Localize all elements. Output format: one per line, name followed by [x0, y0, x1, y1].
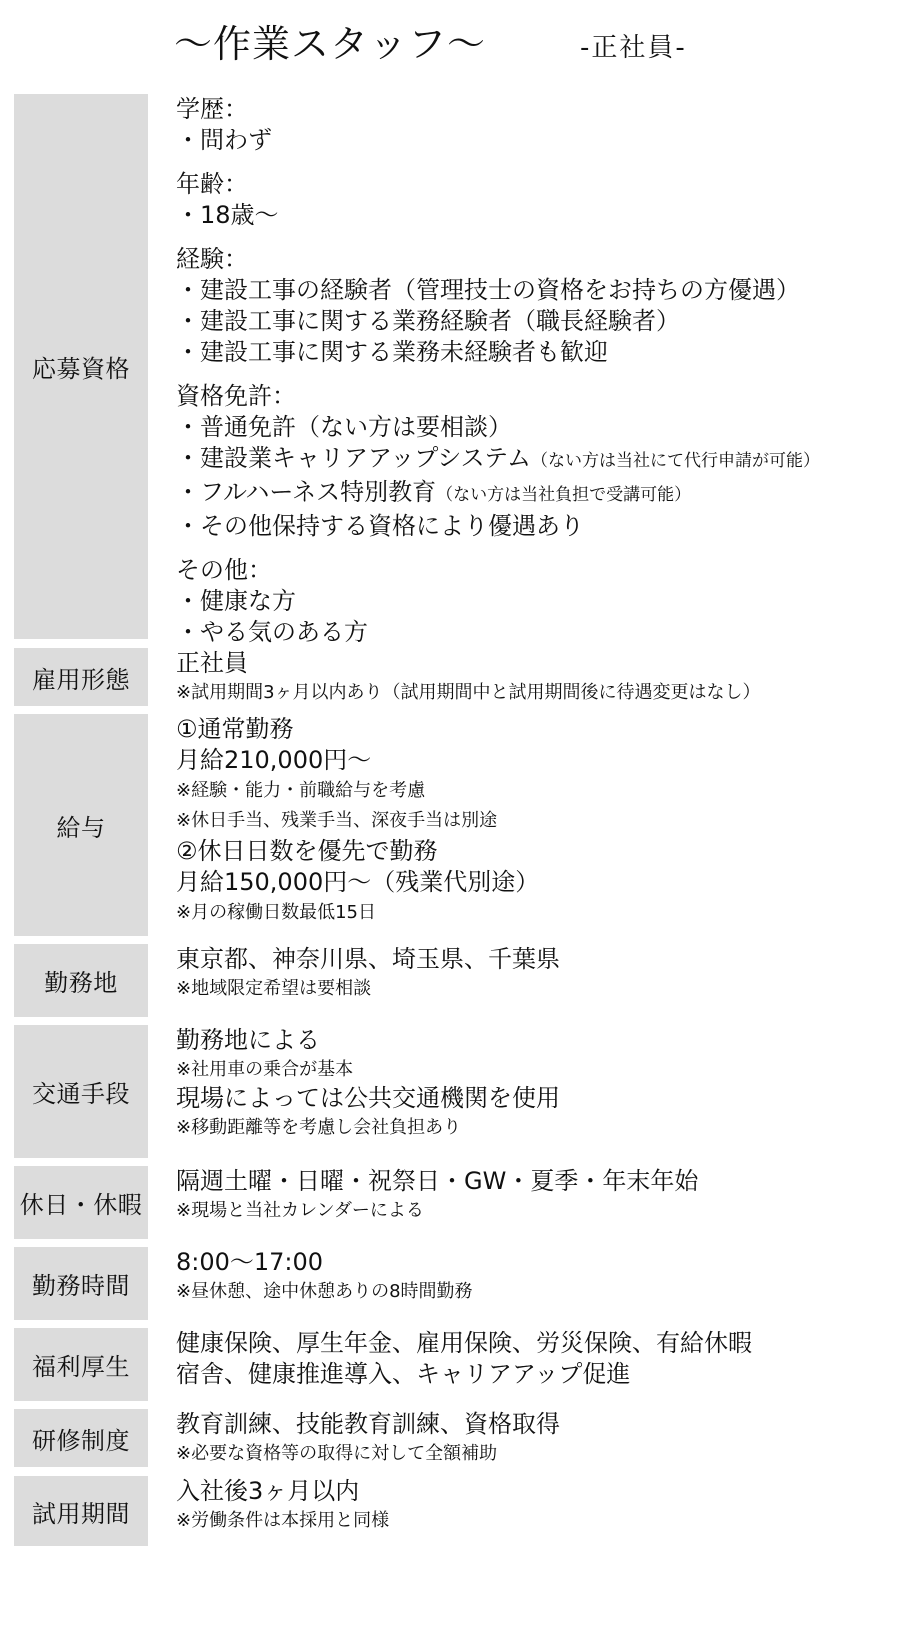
holidays-main: 隔週土曜・日曜・祝祭日・GW・夏季・年末年始: [176, 1167, 699, 1195]
license-item-text: ・フルハーネス特別教育: [176, 478, 437, 506]
license-item-note: （ない方は当社にて代行申請が可能）: [530, 451, 820, 471]
label-transport: 交通手段: [14, 1025, 148, 1158]
content-salary: [176, 714, 900, 928]
license-group: [176, 381, 900, 542]
label-qualifications: 応募資格: [14, 94, 148, 639]
license-heading: 資格免許：: [176, 382, 296, 410]
experience-group: [176, 244, 900, 368]
other-item: ・健康な方: [176, 587, 296, 615]
license-item: [176, 443, 900, 477]
training-note: ※必要な資格等の取得に対して全額補助: [176, 1443, 498, 1464]
row-hours: [0, 1247, 910, 1320]
transport-line: 勤務地による: [176, 1026, 320, 1054]
benefits-line: 宿舎、健康推進導入、キャリアアップ促進: [176, 1360, 631, 1388]
trial-note: ※労働条件は本採用と同様: [176, 1510, 390, 1531]
content-location: [176, 944, 900, 1002]
transport-line: 現場によっては公共交通機関を使用: [176, 1084, 560, 1112]
license-item: ・その他保持する資格により優遇あり: [176, 512, 584, 540]
salary-plan1-title: ①通常勤務: [176, 715, 294, 743]
salary-plan1-note: ※経験・能力・前職給与を考慮: [176, 780, 426, 801]
salary-plan1-amount: 月給210,000円～: [176, 746, 372, 774]
education-item: ・問わず: [176, 126, 272, 154]
education-group: [176, 94, 900, 156]
license-item-note: （ない方は当社負担で受講可能）: [436, 485, 692, 505]
label-location: 勤務地: [14, 944, 148, 1017]
benefits-line: 健康保険、厚生年金、雇用保険、労災保険、有給休暇: [176, 1329, 752, 1357]
row-employment: [0, 648, 910, 706]
license-item: [176, 477, 900, 511]
transport-note: ※社用車の乗合が基本: [176, 1059, 354, 1080]
employment-note: ※試用期間3ヶ月以内あり（試用期間中と試用期間後に待遇変更はなし）: [176, 682, 761, 703]
education-heading: 学歴：: [176, 95, 248, 123]
license-item: ・普通免許（ない方は要相談）: [176, 413, 512, 441]
content-employment: [176, 648, 900, 706]
label-employment: 雇用形態: [14, 648, 148, 706]
location-note: ※地域限定希望は要相談: [176, 978, 372, 999]
label-benefits: 福利厚生: [14, 1328, 148, 1401]
label-holidays: 休日・休暇: [14, 1166, 148, 1239]
license-item-text: ・建設業キャリアアップシステム: [176, 444, 531, 472]
row-location: [0, 944, 910, 1017]
salary-plan2-note: ※月の稼働日数最低15日: [176, 902, 376, 923]
age-heading: 年齢：: [176, 170, 248, 198]
salary-plan1-note: ※休日手当、残業手当、深夜手当は別途: [176, 810, 498, 831]
content-training: [176, 1409, 900, 1467]
row-qualifications: [0, 94, 910, 646]
trial-main: 入社後3ヶ月以内: [176, 1477, 360, 1505]
employment-main: 正社員: [176, 649, 248, 677]
experience-item: ・建設工事に関する業務経験者（職長経験者）: [176, 307, 680, 335]
label-trial: 試用期間: [14, 1476, 148, 1546]
age-group: [176, 169, 900, 231]
transport-note: ※移動距離等を考慮し会社負担あり: [176, 1117, 462, 1138]
content-trial: [176, 1476, 900, 1534]
row-benefits: [0, 1328, 910, 1401]
label-salary: 給与: [14, 714, 148, 936]
page-subtitle: -正社員-: [580, 33, 687, 63]
row-trial: [0, 1476, 910, 1546]
content-benefits: [176, 1328, 900, 1390]
hours-note: ※昼休憩、途中休憩ありの8時間勤務: [176, 1281, 473, 1302]
row-transport: [0, 1025, 910, 1158]
label-hours: 勤務時間: [14, 1247, 148, 1320]
content-holidays: [176, 1166, 900, 1224]
content-transport: [176, 1025, 900, 1141]
experience-heading: 経験：: [176, 245, 248, 273]
content-hours: [176, 1247, 900, 1305]
salary-plan2-amount: 月給150,000円～（残業代別途）: [176, 868, 540, 896]
page-title: ～作業スタッフ～: [174, 22, 487, 66]
other-heading: その他：: [176, 556, 272, 584]
salary-plan2-title: ②休日日数を優先で勤務: [176, 837, 438, 865]
row-training: [0, 1409, 910, 1467]
label-training: 研修制度: [14, 1409, 148, 1467]
row-salary: [0, 714, 910, 936]
hours-main: 8:00～17:00: [176, 1248, 324, 1276]
other-group: [176, 555, 900, 648]
holidays-note: ※現場と当社カレンダーによる: [176, 1200, 424, 1221]
experience-item: ・建設工事に関する業務未経験者も歓迎: [176, 338, 608, 366]
age-item: ・18歳～: [176, 201, 279, 229]
other-item: ・やる気のある方: [176, 618, 368, 646]
location-main: 東京都、神奈川県、埼玉県、千葉県: [176, 945, 560, 973]
training-main: 教育訓練、技能教育訓練、資格取得: [176, 1410, 560, 1438]
row-holidays: [0, 1166, 910, 1239]
content-qualifications: [176, 94, 900, 648]
experience-item: ・建設工事の経験者（管理技士の資格をお持ちの方優遇）: [176, 276, 800, 304]
